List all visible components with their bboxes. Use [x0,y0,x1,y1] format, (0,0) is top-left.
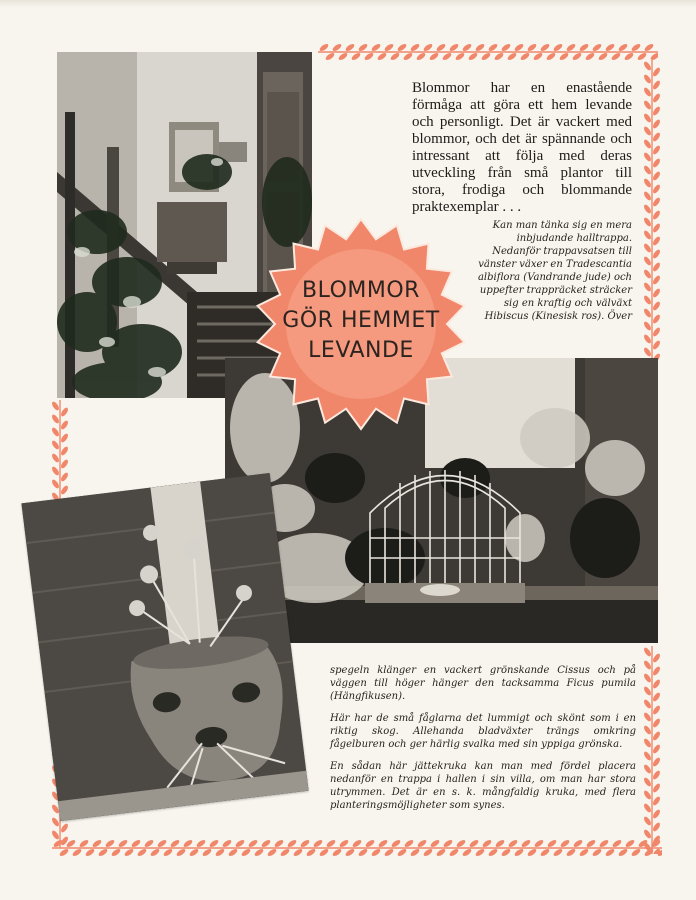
page-edge [0,0,696,8]
intro-paragraph: Blommor har en enastående förmåga att göra ett hem levande och personligt. Det är vackert med blommor, och det är spännande och intressant att följa med deras utveckling från små plantor till stora, frodiga och blommande praktexemplar . . . [412,80,632,215]
continued-captions [330,664,636,821]
badge-title-line-3: LEVANDE [308,338,414,363]
vine-border-right-upper [640,60,664,360]
caption-paragraph-urn: En sådan här jättekruka kan man med fördel placera nedanför en trappa i hallen i sin villa, om man har stora utrymmen. Det är en s. k. mångfaldig kruka, med flera planteringsmöjligheter som synes. [330,761,636,811]
badge-title [251,276,471,366]
giant-urn-photo [21,473,308,821]
vine-border-bottom [52,836,662,860]
badge-title-line-1: BLOMMOR [302,278,420,303]
vine-border-top [318,40,658,64]
hall-caption: Kan man tänka sig en mera inbjudande halltrappa. Nedanför trappavsatsen till vänster växer en Tradescantia albiflora (Vandrande jude) och uppefter trappräcket sträcker sig en kraftig och välväxt Hibiscus (Kinesisk ros). Över [477,220,632,322]
badge-title-line-2: GÖR HEMMET [282,308,440,333]
title-sun-badge [251,214,471,434]
vine-border-right-lower [640,646,664,854]
caption-paragraph-birds: Här har de små fåglarna det lummigt och skönt som i en riktig skog. Allehanda bladväxter trängs omkring fågelburen och ger härlig svalka med sin yppiga grönska. [330,713,636,750]
urn-photo-frame [21,473,308,821]
caption-paragraph-cissus: spegeln klänger en vackert grönskande Cissus och på väggen till höger hänger den tacksamma Ficus pumila (Hängfikusen). [330,665,636,702]
